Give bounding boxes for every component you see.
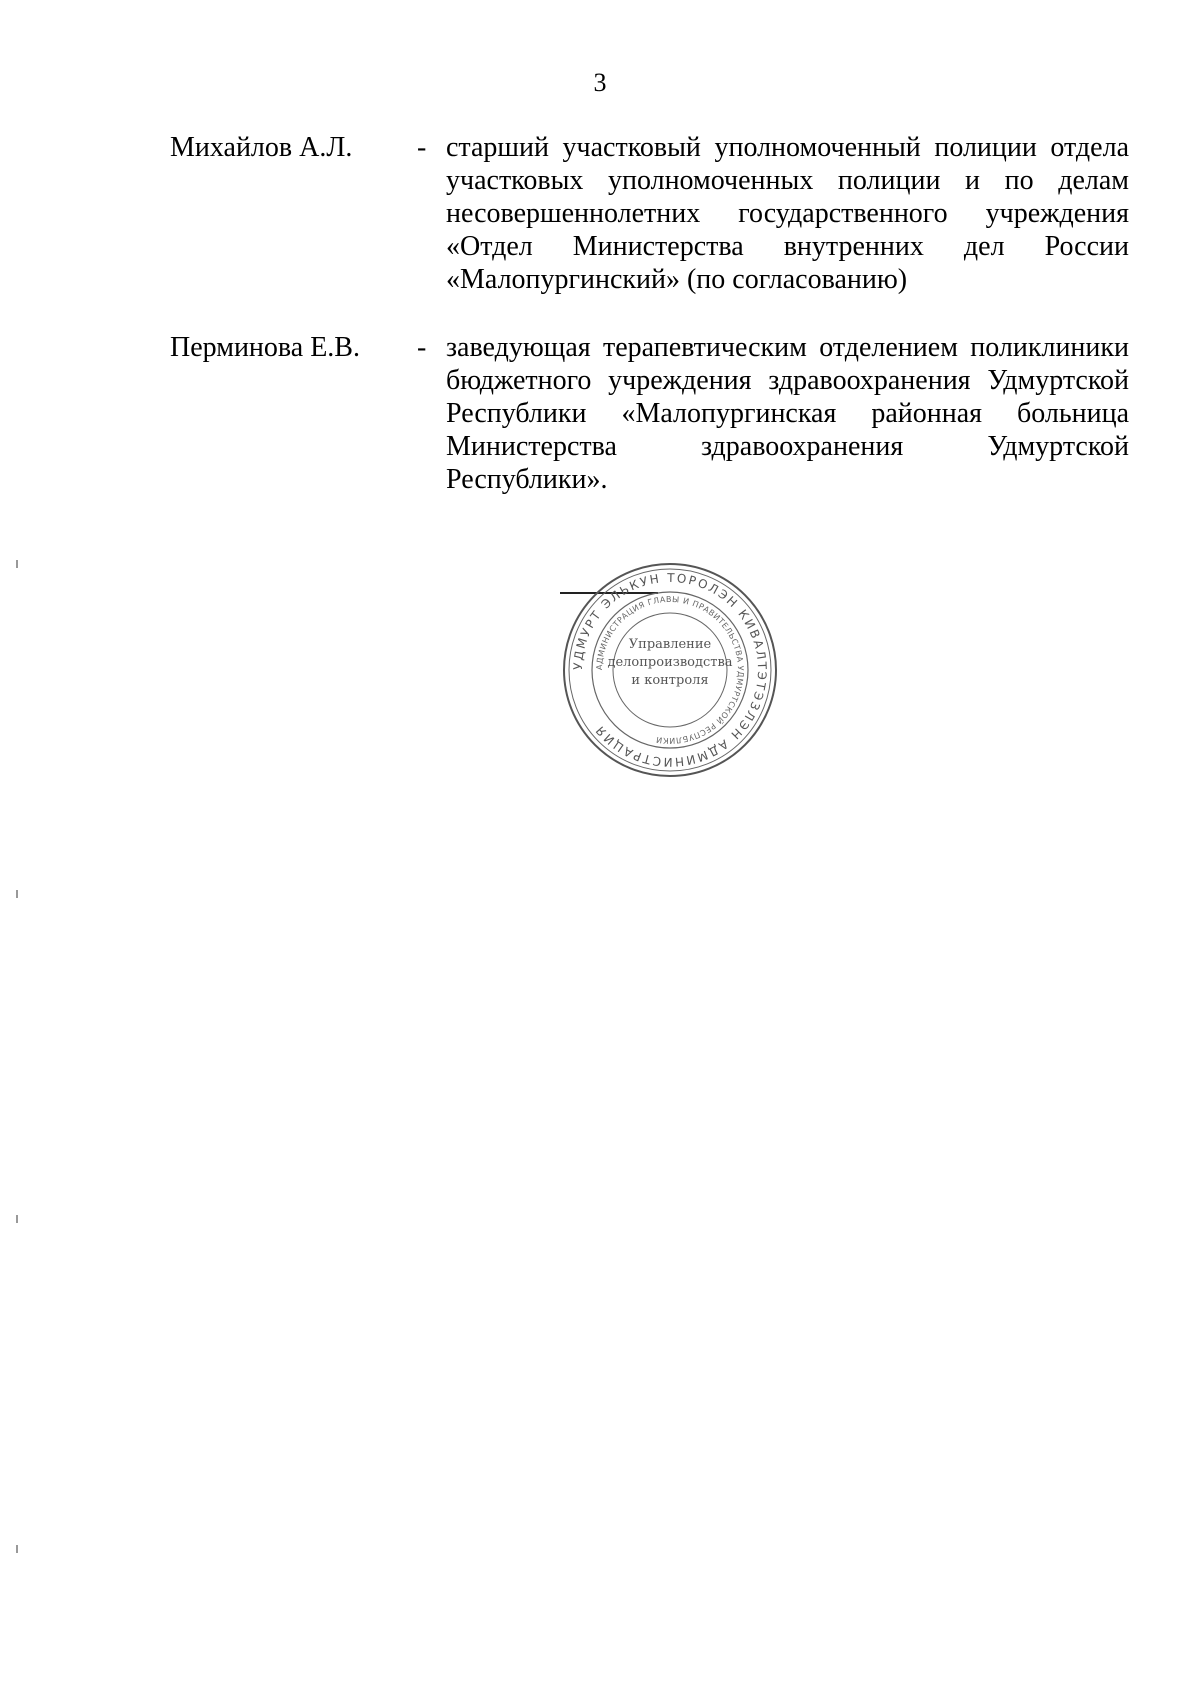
entry-dash: - xyxy=(417,132,427,163)
position-line: Министерства здравоохранения Удмуртской xyxy=(446,431,1129,462)
margin-mark xyxy=(16,890,18,898)
margin-mark xyxy=(16,1215,18,1223)
margin-mark xyxy=(16,1545,18,1553)
position-line: заведующая терапевтическим отделением поликлиники xyxy=(446,332,1129,363)
position-line: Республики». xyxy=(446,464,608,495)
position-line: «Отдел Министерства внутренних дел России xyxy=(446,231,1129,262)
margin-mark xyxy=(16,560,18,568)
position-line: «Малопургинский» (по согласованию) xyxy=(446,264,908,295)
position-line: участковых уполномоченных полиции и по делам xyxy=(446,165,1129,196)
seal-center-line: делопроизводства xyxy=(607,655,733,670)
page-number: 3 xyxy=(593,68,607,97)
member-name: Михайлов А.Л. xyxy=(170,132,353,163)
position-line: Республики «Малопургинская районная больница xyxy=(446,398,1129,429)
seal-inner-text: АДМИНИСТРАЦИЯ ГЛАВЫ И ПРАВИТЕЛЬСТВА УДМУРТСКОЙ РЕСПУБЛИКИ xyxy=(594,594,746,746)
seal-center-text xyxy=(600,636,740,690)
seal-center-line: и контроля xyxy=(631,673,709,688)
position-line: несовершеннолетних государственного учреждения xyxy=(446,198,1129,229)
position-line: старший участковый уполномоченный полиции отдела xyxy=(446,132,1129,163)
member-position xyxy=(446,131,1129,296)
seal-outer-text: УДМУРТ ЭЛЬКУН ТОРОЛЭН КИВАЛТЭТЭЗЛЭН АДМИНИСТРАЦИЯ xyxy=(570,570,770,770)
member-position xyxy=(446,331,1129,496)
position-line: бюджетного учреждения здравоохранения Удмуртской xyxy=(446,365,1129,396)
seal-center-line: Управление xyxy=(628,637,712,652)
member-name: Перминова Е.В. xyxy=(170,332,360,363)
entry-dash: - xyxy=(417,332,427,363)
